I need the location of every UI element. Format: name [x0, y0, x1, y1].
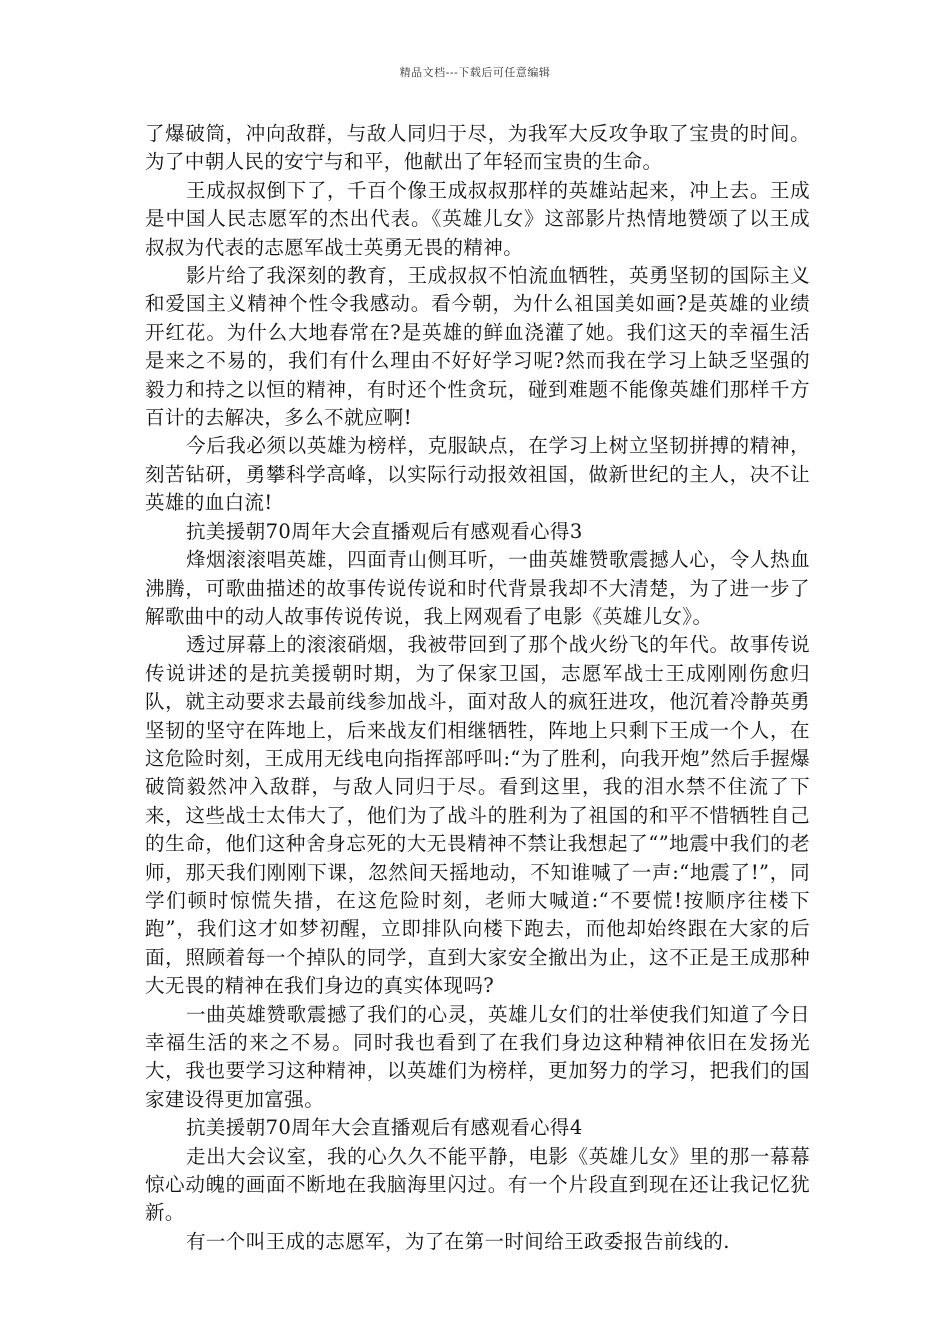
paragraph: 今后我必须以英雄为榜样，克服缺点，在学习上树立坚韧拼搏的精神，刻苦钻研，勇攀科学高峰，以实际行动报效祖国，做新世纪的主人，决不让英雄的血白流!: [145, 434, 810, 515]
document-body: [145, 120, 810, 1256]
paragraph-continuation: 了爆破筒，冲向敌群，与敌人同归于尽，为我军大反攻争取了宝贵的时间。为了中朝人民的安宁与和平，他献出了年轻而宝贵的生命。: [145, 122, 810, 174]
paragraph: 走出大会议室，我的心久久不能平静，电影《英雄儿女》里的那一幕幕惊心动魄的画面不断地在我脑海里闪过。有一个片段直到现在还让我记忆犹新。: [145, 1144, 810, 1225]
section-heading: 抗美援朝70周年大会直播观后有感观看心得4: [186, 1116, 583, 1140]
paragraph: 有一个叫王成的志愿军，为了在第一时间给王政委报告前线的.: [186, 1229, 730, 1253]
paragraph: 一曲英雄赞歌震撼了我们的心灵，英雄儿女们的壮举使我们知道了今日幸福生活的来之不易。同时我也看到了在我们身边这种精神依旧在发扬光大，我也要学习这种精神，以英雄们为榜样，更加努力的学习，把我们的国家建设得更加富强。: [145, 1002, 810, 1111]
paragraph: 烽烟滚滚唱英雄，四面青山侧耳听，一曲英雄赞歌震撼人心，令人热血沸腾，可歌曲描述的故事传说传说和时代背景我却不大清楚，为了进一步了解歌曲中的动人故事传说传说，我上网观看了电影《英雄儿女》。: [145, 548, 810, 628]
paragraph: 影片给了我深刻的教育，王成叔叔不怕流血牺牲，英勇坚韧的国际主义和爱国主义精神个性令我感动。看今朝，为什么祖国美如画?是英雄的业绩开红花。为什么大地春常在?是英雄的鲜血浇灌了她。我们这天的幸福生活是来之不易的，我们有什么理由不好好学习呢?然而我在学习上缺乏坚强的毅力和持之以恒的精神，有时还个性贪玩，碰到难题不能像英雄们那样千方百计的去解决，多么不就应啊!: [145, 264, 810, 430]
paragraph: 王成叔叔倒下了，千百个像王成叔叔那样的英雄站起来，冲上去。王成是中国人民志愿军的杰出代表。《英雄儿女》这部影片热情地赞颂了以王成叔叔为代表的志愿军战士英勇无畏的精神。: [145, 178, 810, 259]
section-heading: 抗美援朝70周年大会直播观后有感观看心得3: [186, 519, 583, 543]
paragraph: 透过屏幕上的滚滚硝烟，我被带回到了那个战火纷飞的年代。故事传说传说讲述的是抗美援朝时期，为了保家卫国，志愿军战士王成刚刚伤愈归队，就主动要求去最前线参加战斗，面对敌人的疯狂进攻，他沉着冷静英勇坚韧的坚守在阵地上，后来战友们相继牺牲，阵地上只剩下王成一个人，在这危险时刻，王成用无线电向指挥部呼叫:“为了胜利，向我开炮”然后手握爆破筒毅然冲入敌群，与敌人同归于尽。看到这里，我的泪水禁不住流了下来，这些战士太伟大了，他们为了战斗的胜利为了祖国的和平不惜牺牲自己的生命，他们这种舍身忘死的大无畏精神不禁让我想起了“”地震中我们的老师，那天我们刚刚下课，忽然间天摇地动，不知谁喊了一声:“地震了!”，同学们顿时惊慌失措，在这危险时刻，老师大喊道:“不要慌!按顺序往楼下跑”，我们这才如梦初醒，立即排队向楼下跑去，而他却始终跟在大家的后面，照顾着每一个掉队的同学，直到大家安全撤出为止，这不正是王成那种大无畏的精神在我们身边的真实体现吗?: [145, 633, 810, 998]
page-header: 精品文档---下载后可任意编辑: [399, 66, 551, 79]
